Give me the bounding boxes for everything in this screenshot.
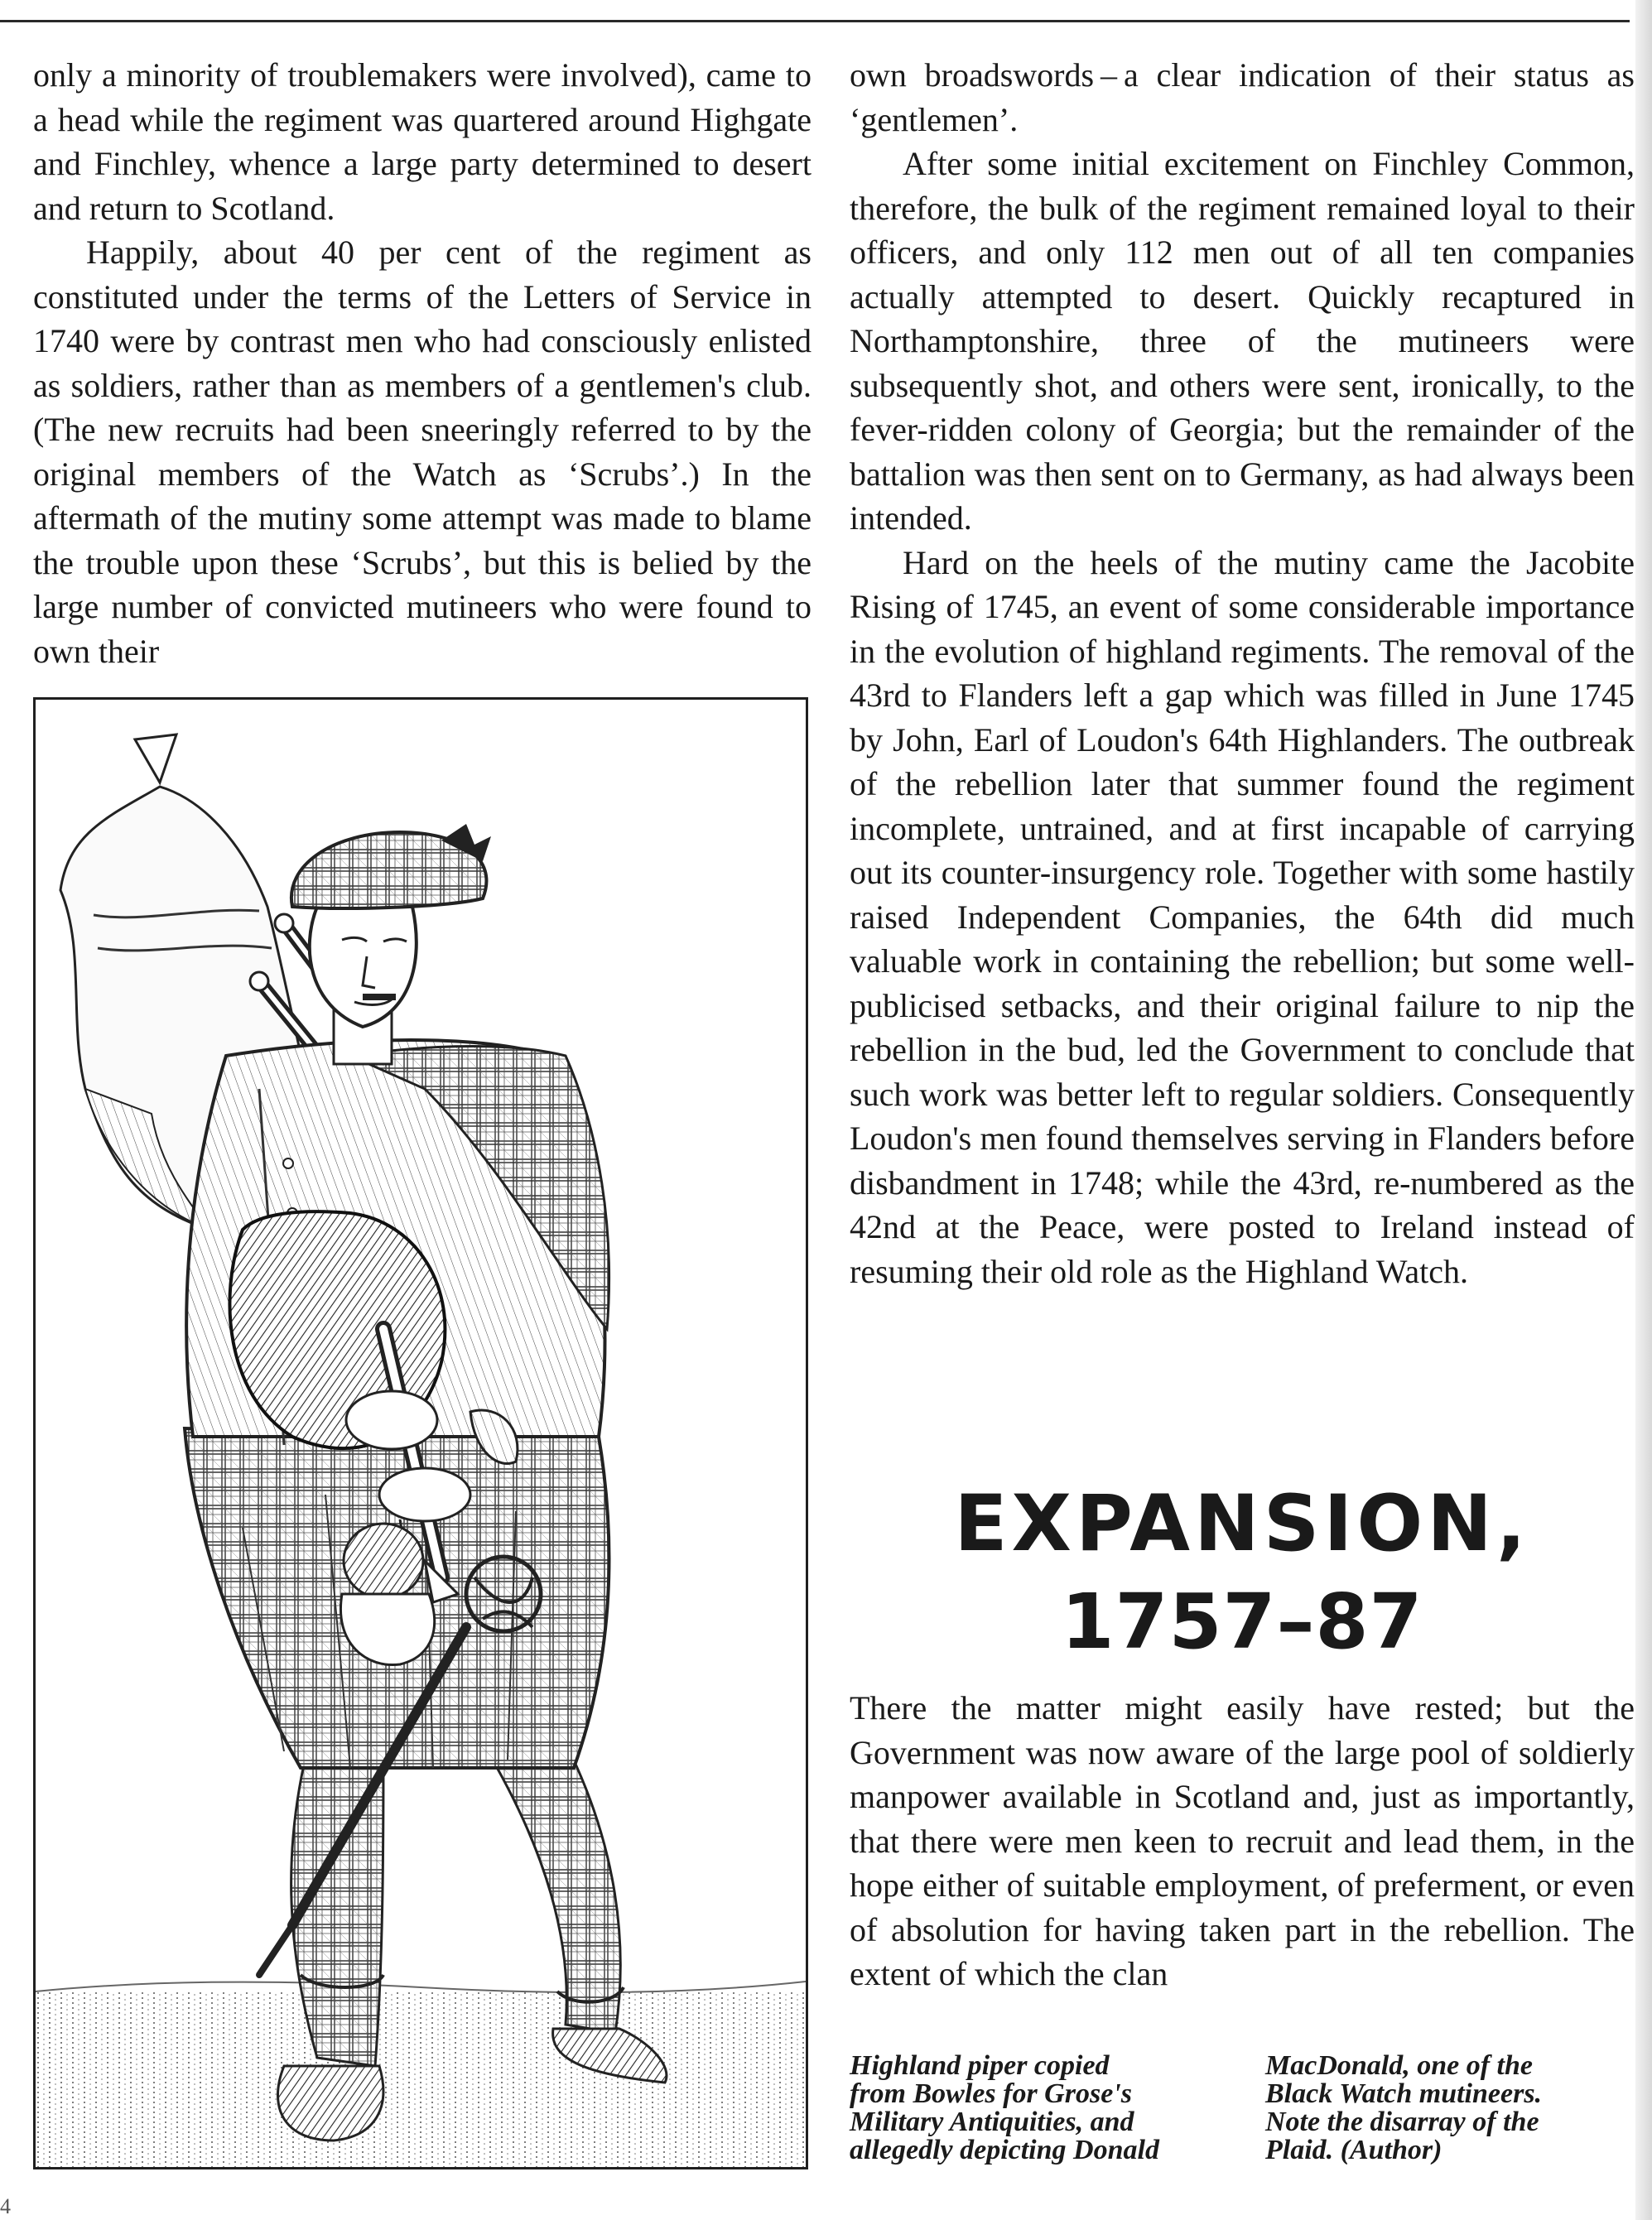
page-edge-shadow [1635,0,1652,2220]
paragraph: After some initial excitement on Finchley Common, therefore, the bulk of the regiment remained loyal to their officers, and only 112 men out of all ten companies actually attempted to desert. Quickly recaptured in Northamptonshire, three of the mutineers were subsequently shot, and others were sent, ironically, to the fever-ridden colony of Georgia; but the remainder of the battalion was then sent on to Germany, as had always been intended. [850,145,1635,537]
caption-line: Note the disarray of the [1265,2107,1539,2137]
left-column-text [33,53,812,673]
caption-line: Highland piper copied [850,2050,1110,2081]
paragraph: only a minority of troublemakers were involved), came to a head while the regiment was quartered around Highgate and Finchley, whence a large party determined to desert and return to Scotland. [33,56,812,227]
paragraph: There the matter might easily have rested; but the Government was now aware of the large pool of soldierly manpower available in Scotland and, just as importantly, that there were men keen to recruit and lead them, in the hope either of suitable employment, of preferment, or even of absolution for having taken part in the rebellion. The extent of which the clan [850,1689,1635,1992]
paragraph: Hard on the heels of the mutiny came the Jacobite Rising of 1745, an event of some considerable importance in the evolution of highland regiments. The removal of the 43rd to Flanders left a gap which was filled in June 1745 by John, Earl of Loudon's 64th Highlanders. The outbreak of the rebellion later that summer found the regiment incomplete, untrained, and at first incapable of carrying out its counter-insurgency role. Together with some hastily raised Independent Companies, the 64th did much valuable work in containing the rebellion; but some well-publicised setbacks, and their original failure to nip the rebellion in the bud, led the Government to conclude that such work was better left to regular soldiers. Consequently Loudon's men found themselves serving in Flanders before disbandment in 1748; while the 43rd, re-numbered as the 42nd at the Peace, were posted to Ireland instead of resuming their old role as the Highland Watch. [850,543,1635,1290]
figure-caption-part1 [850,2052,1239,2165]
right-column-text [850,53,1635,1293]
bonnet-icon [291,824,491,908]
caption-line: from Bowles for Grose's [850,2078,1132,2109]
caption-line: allegedly depicting Donald [850,2135,1159,2165]
highland-piper-engraving [33,697,808,2169]
caption-line: Black Watch mutineers. [1265,2078,1543,2109]
figure-caption-part2 [1265,2052,1630,2165]
paragraph: own broadswords – a clear indication of their status as ‘gentlemen’. [850,56,1635,138]
section-heading-line1: EXPANSION, [954,1479,1530,1569]
section-heading-line2: 1757–87 [1061,1577,1423,1666]
caption-line: Plaid. (Author) [1265,2135,1442,2165]
page-number: 4 [0,2194,11,2218]
ground-area [36,1982,806,2167]
caption-line: Military Antiquities, and [850,2107,1134,2137]
caption-line: MacDonald, one of the [1265,2050,1533,2081]
section-body-text [850,1686,1635,1996]
top-rule [0,20,1630,22]
paragraph: Happily, about 40 per cent of the regiment as constituted under the terms of the Letters of Service in 1740 were by contrast men who had consciously enlisted as soldiers, rather than as members of a gentlemen's club. (The new recruits had been sneeringly referred to by the original members of the Watch as ‘Scrubs’.) In the aftermath of the mutiny some attempt was made to blame the trouble upon these ‘Scrubs’, but this is belied by the large number of convicted mutineers who were found to own their [33,234,812,670]
